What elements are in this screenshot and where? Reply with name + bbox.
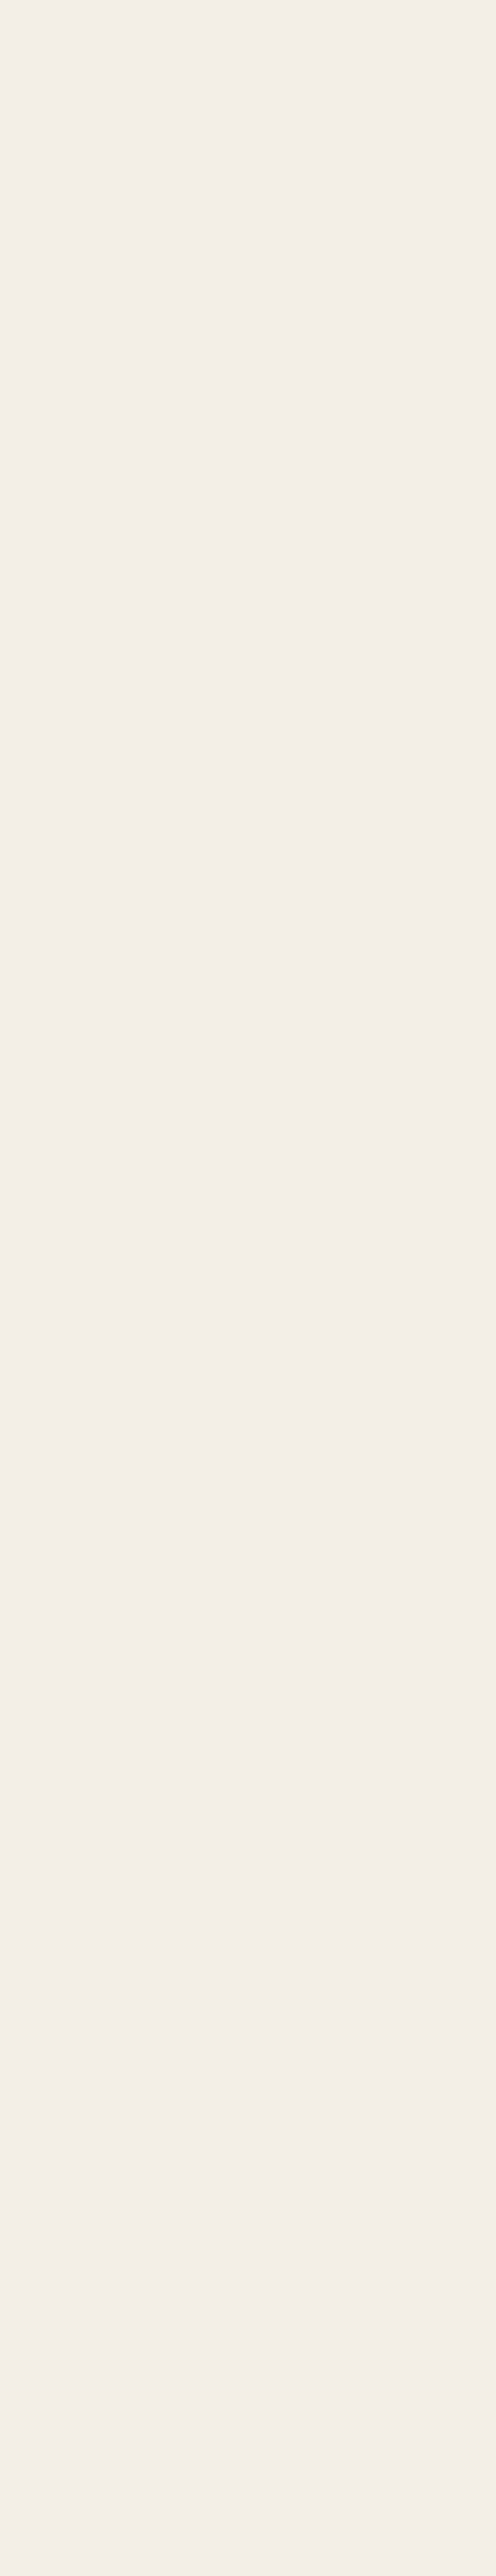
- footer: [0, 2511, 496, 2576]
- header: [0, 0, 496, 194]
